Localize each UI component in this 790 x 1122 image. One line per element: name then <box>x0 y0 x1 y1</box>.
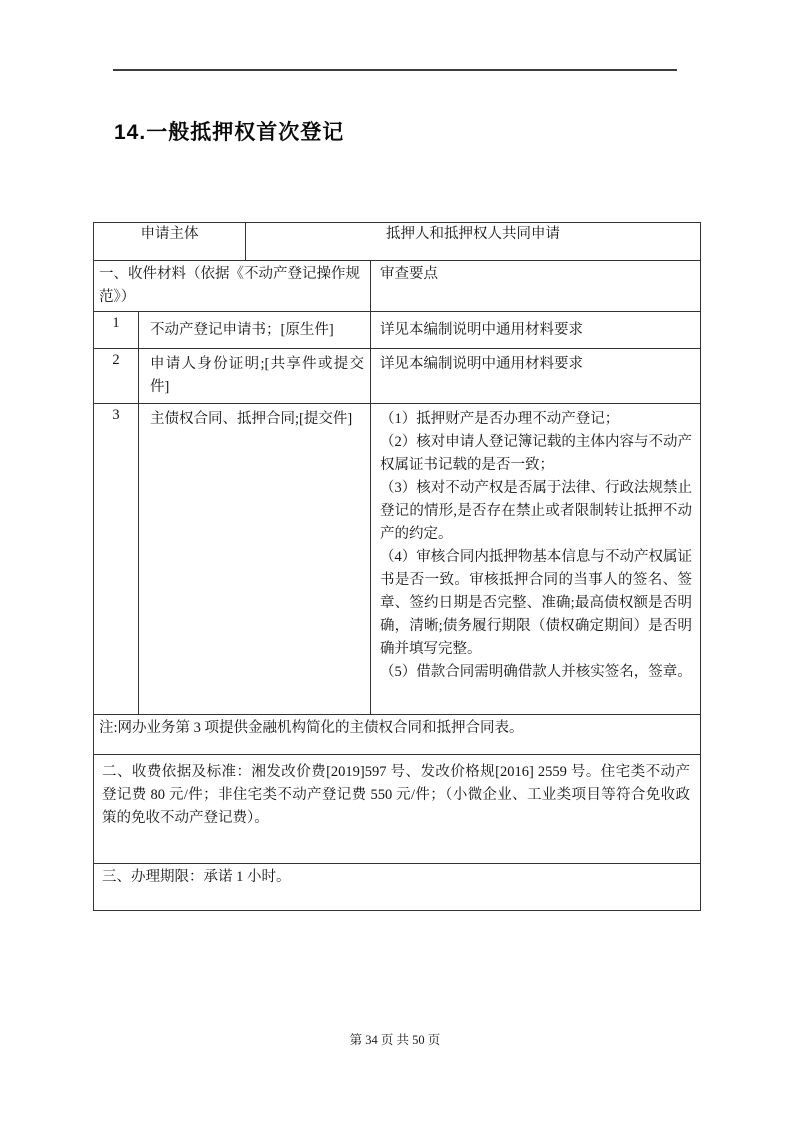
page-title: 14.一般抵押权首次登记 <box>114 121 345 144</box>
note-row <box>94 715 701 755</box>
materials-header-row <box>94 261 701 312</box>
material-review: 详见本编制说明中通用材料要求 <box>371 349 701 404</box>
registration-procedure-table <box>93 222 701 911</box>
fee-row <box>94 755 701 864</box>
material-review-points <box>371 404 701 715</box>
material-row-2 <box>94 349 701 404</box>
page-header-rule <box>113 69 677 71</box>
material-number: 2 <box>94 349 139 404</box>
page-number: 第 34 页 共 50 页 <box>349 1033 441 1047</box>
applicant-subject-label: 申请主体 <box>94 223 246 261</box>
material-row-3 <box>94 404 701 715</box>
materials-header-label: 一、收件材料（依据《不动产登记操作规范》） <box>94 261 371 312</box>
review-point: （1）抵押财产是否办理不动产登记； <box>380 411 620 427</box>
review-points-header-label: 审查要点 <box>371 261 701 312</box>
material-number: 3 <box>94 404 139 715</box>
fee-text: 二、收费依据及标准：湘发改价费[2019]597 号、发改价格规[2016] 2559 号。住宅类不动产登记费 80 元/件；非住宅类不动产登记费 550 元/件；（小微企业、工业类项目等符合免收政策的免收不动产登记费）。 <box>94 755 701 864</box>
material-row-1 <box>94 312 701 349</box>
material-number: 1 <box>94 312 139 349</box>
material-name: 申请人身份证明;[共享件或提交件] <box>139 349 371 404</box>
material-name: 主债权合同、抵押合同;[提交件] <box>139 404 371 715</box>
processing-period-row <box>94 864 701 911</box>
note-text: 注:网办业务第 3 项提供金融机构简化的主债权合同和抵押合同表。 <box>94 715 701 755</box>
review-point: （4）审核合同内抵押物基本信息与不动产权属证书是否一致。审核抵押合同的当事人的签名、签章、签约日期是否完整、准确;最高债权额是否明确，清晰;债务履行期限（债权确定期间）是否明确并填写完整。 <box>380 549 692 657</box>
review-point: （2）核对申请人登记簿记载的主体内容与不动产权属证书记载的是否一致； <box>380 434 692 473</box>
processing-period-text: 三、办理期限：承诺 1 小时。 <box>94 864 701 911</box>
material-review: 详见本编制说明中通用材料要求 <box>371 312 701 349</box>
review-point: （3）核对不动产权是否属于法律、行政法规禁止登记的情形,是否存在禁止或者限制转让抵押不动产的约定。 <box>380 480 692 542</box>
review-point: （5）借款合同需明确借款人并核实签名，签章。 <box>380 664 692 680</box>
material-name: 不动产登记申请书；[原生件] <box>139 312 371 349</box>
applicant-subject-value: 抵押人和抵押权人共同申请 <box>246 223 701 261</box>
applicant-subject-row <box>94 223 701 261</box>
